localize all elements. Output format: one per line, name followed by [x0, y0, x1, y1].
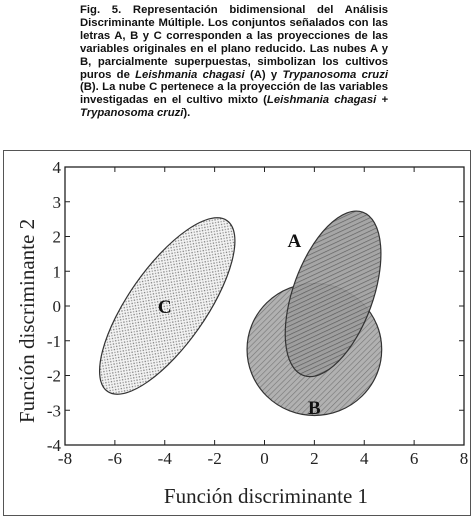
caption-species-2: Trypanosoma cruzi	[282, 68, 388, 81]
y-tick-label: 2	[52, 227, 61, 247]
y-tick-label: -3	[46, 401, 61, 421]
cloud-label-b: B	[308, 397, 321, 419]
x-tick-label: -4	[157, 449, 172, 468]
chart-figure	[3, 150, 471, 516]
y-tick-label: 4	[52, 158, 61, 177]
y-tick-label: 0	[52, 297, 61, 316]
caption-species-1: Leishmania chagasi	[135, 68, 245, 81]
y-tick-label: -1	[46, 331, 61, 351]
x-tick-label: -8	[57, 449, 73, 468]
caption-text: ).	[183, 107, 191, 120]
x-tick-label: 6	[409, 449, 419, 468]
caption-species-mix: Leishmania chagasi + Trypanosoma cruzi	[80, 94, 388, 120]
x-tick-label: 0	[260, 449, 269, 468]
y-tick-label: 1	[52, 262, 61, 282]
x-tick-label: 8	[459, 449, 469, 468]
x-tick-label: -6	[107, 449, 122, 468]
caption-text: (A) y	[244, 68, 283, 81]
x-tick-label: -2	[207, 449, 222, 468]
y-tick-label: 3	[52, 192, 61, 212]
y-tick-label: -4	[46, 436, 61, 455]
x-axis-title: Función discriminante 1	[163, 484, 369, 508]
y-tick-label: -2	[46, 366, 61, 386]
cloud-label-c: C	[157, 297, 172, 318]
figure-caption	[80, 4, 388, 120]
x-tick-label: 4	[360, 449, 369, 468]
caption-text: Fig. 5. Representación bidimensional del Análisis Discriminante Múltiple. Los conjuntos señalados con las letras A, B y C corresponden a las proyecciones de las variables originales en el plano reducido. Las nubes A y B, parcialmente superpuestas, simbolizan los cultivos puros de	[80, 4, 388, 81]
y-axis-title: Función discriminante 2	[15, 218, 39, 424]
cloud-label-a: A	[287, 230, 302, 252]
x-tick-label: 2	[310, 449, 319, 468]
caption-text: (B). La nube C pertenece a la proyección de las variables investigadas en el cultivo mixto (	[80, 81, 388, 107]
discriminant-plot	[4, 151, 470, 515]
